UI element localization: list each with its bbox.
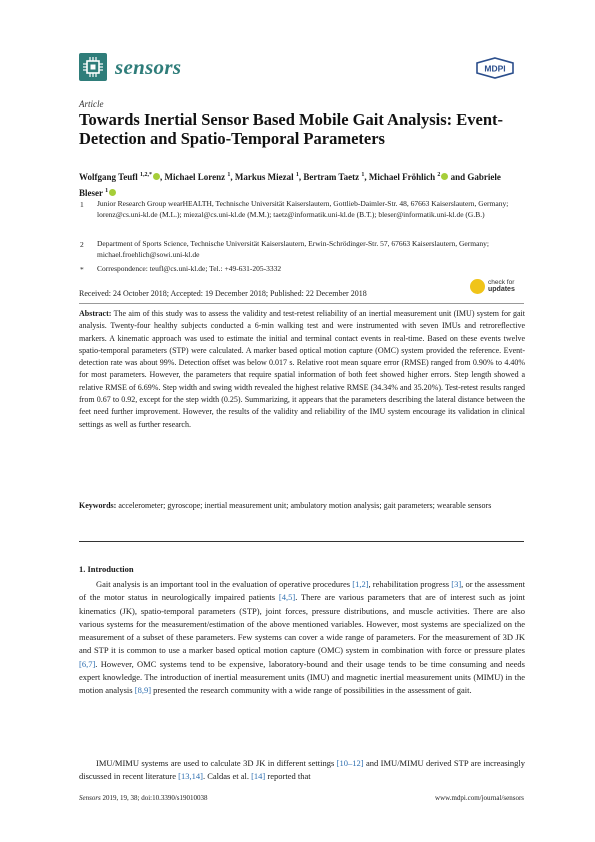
check-updates-line2: updates [488, 286, 515, 293]
journal-name: sensors [115, 55, 182, 79]
author-affiliation-sup: 1 [227, 172, 231, 178]
author-name: Michael Lorenz [164, 172, 228, 182]
author-name: Markus Miezal [234, 172, 296, 182]
keywords-label: Keywords: [79, 501, 117, 510]
affiliation-text: Junior Research Group wearHEALTH, Technische Universität Kaiserslautern, Gottlieb-Daimler-Str. 48, 67663 Kaiserslautern, Germany; lorenz@cs.uni-kl.de (M.L.); miezal@cs.uni-kl.de (M.M.); taetz@informatik.uni-kl.de (B.T.); bleser@informatik.uni-kl.de (G.B.) [97, 199, 509, 219]
check-updates-icon [470, 279, 485, 294]
check-for-updates-badge[interactable] [470, 276, 524, 298]
abstract-text: The aim of this study was to assess the validity and test-retest reliability of an inertial measurement unit (IMU) system for gait analysis. Twenty-four healthy subjects conducted a 6-min walking test and were instrumented with seven IMUs and retroreflective markers. A kinematic approach was used to estimate the initial and terminal contact events in real-time. Based on these events twelve spatio-temporal parameters (STP) were calculated. A marker based optical motion capture (OMC) system provided the reference. Event-detection rate was about 99%. Detection offset was below 0.017 s. Relative root mean square error (RMSE) ranged from 0.90% to 4.40% for most parameters. However, the parameters that require spatial information of both feet showed higher errors. Step length showed a relative RMSE of 6.69%. Step width and swing width revealed the highest relative RMSE (34.34% and 35.20%). Test-retest results ranged from 0.67 to 0.92, except for the step width (0.25). Summarizing, it appears that the parameters describing the lateral distance between the feet need further improvement. However, the results of the validity and reliability of the IMU system encourage its validation in clinical settings as well as further research. [79, 309, 525, 429]
author-name: Gabriele Bleser [79, 172, 501, 198]
abstract-label: Abstract: [79, 309, 112, 318]
citation-link[interactable]: [13,14] [178, 771, 203, 782]
author-name: Bertram Taetz [303, 172, 362, 182]
orcid-icon[interactable] [109, 189, 116, 196]
correspondence-text: Correspondence: teufl@cs.uni-kl.de; Tel.: +49-631-205-3332 [97, 264, 282, 273]
keywords [79, 500, 525, 512]
keywords-text: accelerometer; gyroscope; inertial measurement unit; ambulatory motion analysis; gait parameters; wearable sensors [118, 501, 492, 510]
check-updates-line1: check for [488, 279, 515, 286]
author-affiliation-sup: 1 [105, 188, 109, 194]
chip-icon [79, 53, 107, 81]
affiliation-mark: 2 [80, 240, 84, 249]
abstract [79, 308, 525, 431]
footer-citation [79, 794, 208, 802]
citation-link[interactable]: [14] [251, 771, 266, 782]
paragraph-text: reported that [265, 771, 311, 782]
author-affiliation-sup: 1 [361, 172, 365, 178]
paragraph-text: Gait analysis is an important tool in the evaluation of operative procedures [96, 579, 353, 589]
paragraph-text: presented the research community with a wide range of possibilities in the assessment of gait. [151, 685, 472, 696]
paragraph-text: , rehabilitation progress [368, 579, 452, 589]
section-divider [79, 541, 524, 542]
body-paragraph [79, 578, 525, 698]
paragraph-text: IMU/MIMU systems are used to calculate 3D JK in different settings [96, 758, 337, 768]
affiliation-text: Department of Sports Science, Technische Universität Kaiserslautern, Erwin-Schrödinger-Str. 57, 67663 Kaiserslautern, Germany; michael.froehlich@sowi.uni-kl.de [97, 239, 489, 259]
affiliation-mark: 1 [80, 200, 84, 209]
footer-citation-rest: 2019, 19, 38; doi:10.3390/s19010038 [100, 794, 208, 802]
author-name: Wolfgang Teufl [79, 172, 141, 182]
citation-link[interactable]: [1,2] [352, 579, 369, 589]
paragraph-text: , or the assessment of the motor status in neurologically impaired patients [79, 579, 525, 603]
paragraph-text: and IMU/MIMU derived STP are increasingly discussed in recent literature [79, 758, 525, 782]
orcid-icon[interactable] [153, 173, 160, 180]
section-heading: 1. Introduction [79, 564, 134, 574]
author-affiliation-sup: 1,2,* [140, 172, 153, 178]
divider [79, 303, 524, 304]
orcid-icon[interactable] [441, 173, 448, 180]
journal-logo [79, 53, 107, 81]
citation-link[interactable]: [6,7] [79, 658, 96, 669]
article-type: Article [79, 99, 104, 109]
publisher-name: MDPI [484, 63, 506, 74]
citation-link[interactable]: [4,5] [278, 592, 296, 603]
paragraph-text: . There are various parameters that are of interest such as joint kinematics (JK), spatio-temporal parameters (STP), joint forces, pressure distributions, and muscle activities. There are also various systems for the measurement/estimation of the above mentioned variables. However, most systems are specialized on the measurement of a subset of these parameters. Few systems can cover a wide range of parameters. For the measurement of 3D JK and STP it is common to use a marker based optical motion capture (OMC) system in combination with force or pressure plates [79, 592, 525, 656]
citation-link[interactable]: [10–12] [336, 758, 364, 768]
publication-dates: Received: 24 October 2018; Accepted: 19 December 2018; Published: 22 December 2018 [79, 289, 367, 298]
correspondence-mark: * [80, 265, 84, 274]
author-affiliation-sup: 1 [295, 172, 299, 178]
body-paragraph [79, 757, 525, 784]
author-affiliation-sup: 2 [437, 172, 441, 178]
article-title: Towards Inertial Sensor Based Mobile Gait Analysis: Event-Detection and Spatio-Temporal Parameters [79, 110, 503, 148]
author-list: Wolfgang Teufl $^{1,2,*}$ , Michael Lorenz $^1$, Markus Miezal $^1$, Bertram Taetz $^1$, Michael Fröhlich $^2$ and Gabriele Bleser $^1$ [79, 172, 501, 198]
publisher-logo [474, 57, 516, 79]
citation-link[interactable]: [3] [451, 579, 462, 589]
paragraph-text: . However, OMC systems tend to be expensive, laboratory-bound and their usage tends to be time consuming and needs expert knowledge. The introduction of inertial measurement units (IMU) and magnetic inertial measurement units (MIMU) in the motion analysis [79, 658, 525, 696]
paragraph-text: . Caldas et al. [202, 771, 252, 782]
citation-link[interactable]: [8,9] [134, 685, 152, 696]
footer-journal: Sensors [79, 794, 101, 802]
footer-url[interactable]: www.mdpi.com/journal/sensors [435, 794, 524, 802]
author-name: Michael Fröhlich [368, 172, 438, 182]
